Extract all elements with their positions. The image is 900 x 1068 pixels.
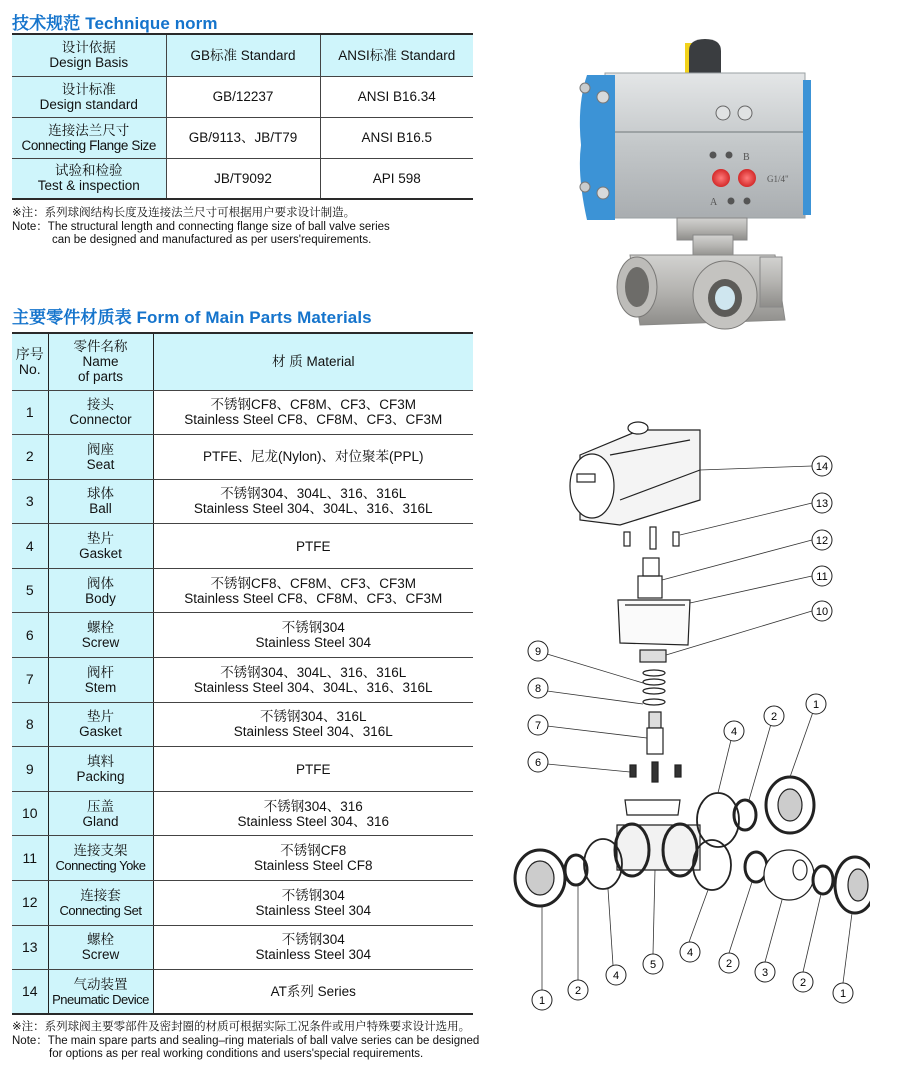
callout-8 [528,678,548,698]
svg-text:9: 9 [534,646,542,658]
callout-1b [532,990,552,1010]
part-number: 11 [12,836,48,881]
header-name: 零件名称 Name of parts [48,333,153,390]
part-number: 13 [12,925,48,970]
part-number: 9 [12,747,48,792]
part-name: 压盖 Gland [48,791,153,836]
svg-text:2: 2 [725,958,733,970]
svg-text:7: 7 [534,720,542,732]
parts-row [12,836,473,881]
callout-4b [606,965,626,985]
part-material: 不锈钢304、304L、316、316L Stainless Steel 304、304L、316、316L [153,658,473,703]
port-size-label: G1/4" [767,174,789,184]
parts-row [12,613,473,658]
technique-header-row [12,34,473,76]
header-no: 序号 No. [12,333,48,390]
callout-2d [793,972,813,992]
svg-text:13: 13 [815,498,829,510]
part-material: 不锈钢304 Stainless Steel 304 [153,613,473,658]
part-number: 5 [12,568,48,613]
technique-table [12,33,473,200]
part-material: 不锈钢304、316L Stainless Steel 304、316L [153,702,473,747]
callout-4c [680,942,700,962]
svg-text:3: 3 [761,967,769,979]
parts-row [12,791,473,836]
parts-note: ※注：系列球阀主要零部件及密封圈的材质可根据实际工况条件或用户特殊要求设计选用。 Note：The main spare parts and sealing–ring materials of ball valve series can be designed for options as per real working conditions and users'special requirements. [12,1021,480,1060]
parts-title: 主要零件材质表 Form of Main Parts Materials [12,308,372,327]
callout-13 [812,493,832,513]
part-material: PTFE、尼龙(Nylon)、对位聚苯(PPL) [153,435,473,480]
technique-note: ※注：系列球阀结构长度及连接法兰尺寸可根据用户要求设计制造。 Note：The structural length and connecting flange size of ball valve series can be designed and manufactured as per users'requirements. [12,207,390,246]
part-number: 14 [12,970,48,1015]
svg-text:4: 4 [612,970,620,982]
valve-product-photo [575,35,830,340]
callout-9 [528,641,548,661]
parts-row [12,747,473,792]
technique-title: 技术规范 Technique norm [12,14,218,33]
header-material: 材 质 Material [153,333,473,390]
part-number: 4 [12,524,48,569]
parts-materials-table [12,332,473,1015]
svg-text:1: 1 [839,988,847,1000]
svg-text:6: 6 [534,757,542,769]
callout-5 [643,954,663,974]
part-name: 连接支架 Connecting Yoke [48,836,153,881]
svg-text:4: 4 [686,947,694,959]
svg-text:2: 2 [574,985,582,997]
part-number: 12 [12,881,48,926]
port-b-label: B [743,152,750,163]
part-number: 8 [12,702,48,747]
technique-row [12,76,473,117]
callout-6 [528,752,548,772]
part-name: 阀体 Body [48,568,153,613]
row-label: 设计标准 Design standard [12,76,166,117]
technique-row [12,117,473,158]
svg-text:1: 1 [812,699,820,711]
part-material: 不锈钢CF8 Stainless Steel CF8 [153,836,473,881]
header-ansi-standard: ANSI标准 Standard [320,34,473,76]
header-gb-standard: GB标准 Standard [166,34,320,76]
svg-text:8: 8 [534,683,542,695]
svg-text:11: 11 [816,571,828,583]
ansi-value: API 598 [320,158,473,199]
part-callouts [528,456,853,1010]
part-name: 接头 Connector [48,390,153,435]
part-name: 垫片 Gasket [48,524,153,569]
svg-text:12: 12 [815,535,829,547]
svg-text:5: 5 [649,959,657,971]
part-number: 2 [12,435,48,480]
part-name: 阀杆 Stem [48,658,153,703]
row-label: 试验和检验 Test & inspection [12,158,166,199]
callout-3 [755,962,775,982]
position-indicator-icon [685,39,721,73]
parts-row [12,390,473,435]
part-material: 不锈钢304 Stainless Steel 304 [153,881,473,926]
part-name: 螺栓 Screw [48,925,153,970]
part-name: 气动装置 Pneumatic Device [48,970,153,1015]
svg-text:4: 4 [730,726,738,738]
parts-header-row [12,333,473,390]
callout-4a [724,721,744,741]
callout-14 [812,456,832,476]
port-a-label: A [710,197,718,208]
gb-value: GB/9113、JB/T79 [166,117,320,158]
parts-row [12,479,473,524]
svg-text:14: 14 [815,461,829,473]
part-material: 不锈钢CF8、CF8M、CF3、CF3M Stainless Steel CF8、CF8M、CF3、CF3M [153,568,473,613]
gb-value: GB/12237 [166,76,320,117]
part-name: 填料 Packing [48,747,153,792]
part-name: 球体 Ball [48,479,153,524]
part-number: 6 [12,613,48,658]
part-material: 不锈钢304 Stainless Steel 304 [153,925,473,970]
svg-text:1: 1 [538,995,546,1007]
callout-1c [833,983,853,1003]
part-material: 不锈钢CF8、CF8M、CF3、CF3M Stainless Steel CF8、CF8M、CF3、CF3M [153,390,473,435]
actuator-drawing [570,422,700,525]
parts-row [12,702,473,747]
part-material: PTFE [153,747,473,792]
parts-row [12,524,473,569]
part-material: PTFE [153,524,473,569]
gb-value: JB/T9092 [166,158,320,199]
callout-2b [568,980,588,1000]
parts-row [12,435,473,480]
callout-7 [528,715,548,735]
part-number: 10 [12,791,48,836]
callout-2a [764,706,784,726]
parts-row [12,568,473,613]
header-design-basis: 设计依据 Design Basis [12,34,166,76]
part-name: 连接套 Connecting Set [48,881,153,926]
callout-2c [719,953,739,973]
callout-1a [806,694,826,714]
port-b-plug [738,169,756,187]
ansi-value: ANSI B16.5 [320,117,473,158]
parts-row [12,881,473,926]
part-name: 垫片 Gasket [48,702,153,747]
port-a-plug [712,169,730,187]
part-number: 3 [12,479,48,524]
svg-text:2: 2 [799,977,807,989]
part-name: 阀座 Seat [48,435,153,480]
row-label: 连接法兰尺寸 Connecting Flange Size [12,117,166,158]
ansi-value: ANSI B16.34 [320,76,473,117]
part-name: 螺栓 Screw [48,613,153,658]
callout-12 [812,530,832,550]
svg-text:10: 10 [815,606,829,618]
parts-row [12,925,473,970]
parts-row [12,658,473,703]
technique-row [12,158,473,199]
part-material: AT系列 Series [153,970,473,1015]
part-number: 1 [12,390,48,435]
exploded-view-diagram [505,405,870,1015]
callout-11 [812,566,832,586]
part-material: 不锈钢304、316 Stainless Steel 304、316 [153,791,473,836]
actuator-body [605,73,805,218]
part-number: 7 [12,658,48,703]
callout-10 [812,601,832,621]
part-material: 不锈钢304、304L、316、316L Stainless Steel 304、304L、316、316L [153,479,473,524]
parts-row [12,970,473,1015]
svg-text:2: 2 [770,711,778,723]
